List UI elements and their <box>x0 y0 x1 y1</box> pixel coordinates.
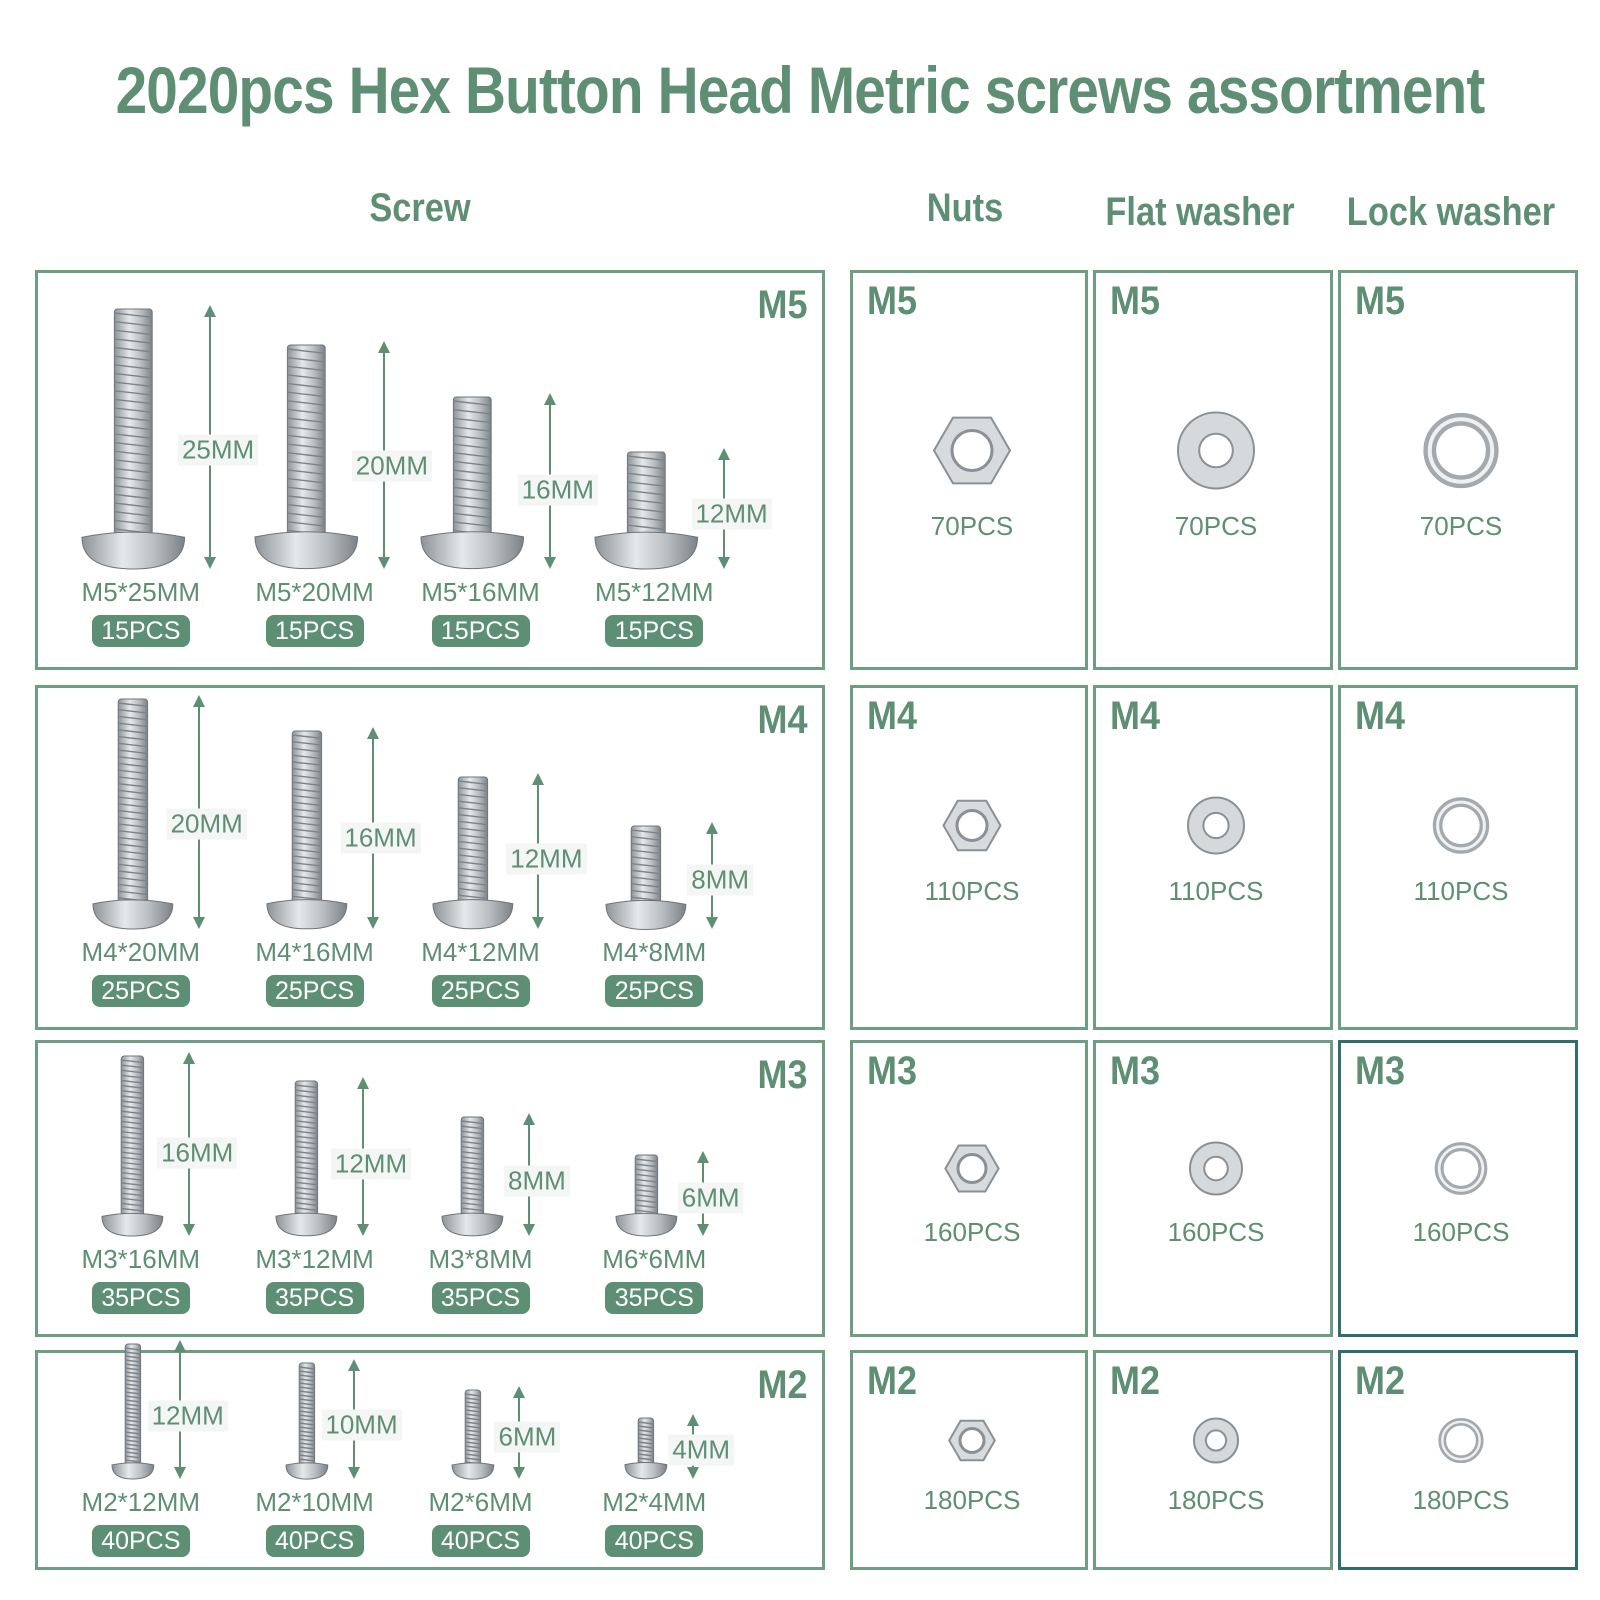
nut-quantity: 70PCS <box>930 511 1014 541</box>
length-label: 8MM <box>687 865 753 896</box>
quantity-badge: 40PCS <box>92 1525 190 1557</box>
screw-name: M3*16MM <box>81 1244 201 1274</box>
quantity-badge: 40PCS <box>605 1525 703 1557</box>
nut-icon <box>948 1417 996 1470</box>
screw-name: M6*6MM <box>602 1244 707 1274</box>
screw-name: M5*20MM <box>255 577 374 607</box>
quantity-badge: 35PCS <box>432 1282 530 1314</box>
nut-box-m2 <box>850 1350 1088 1570</box>
lock-washer-quantity: 160PCS <box>1412 1217 1510 1247</box>
lock-washer-size-label: M4 <box>1355 694 1406 738</box>
lock-washer-icon <box>1437 1417 1485 1470</box>
quantity-badge: 35PCS <box>605 1282 703 1314</box>
lock-washer-icon <box>1433 1141 1489 1202</box>
screw-image <box>91 697 175 936</box>
flat-washer-box-m3 <box>1093 1040 1333 1337</box>
screw-image <box>100 1054 165 1243</box>
screw-size-label: M4 <box>757 698 808 742</box>
quantity-badge: 35PCS <box>266 1282 364 1314</box>
lock-washer-size-label: M5 <box>1355 279 1406 323</box>
flat-washer-box-m5 <box>1093 270 1333 670</box>
screw-name: M2*12MM <box>81 1487 201 1517</box>
screw-image <box>440 1115 505 1243</box>
screw-name: M4*16MM <box>255 937 374 967</box>
lock-washer-size-label: M3 <box>1355 1049 1406 1093</box>
quantity-badge: 25PCS <box>92 975 190 1007</box>
quantity-badge: 15PCS <box>432 615 530 647</box>
nut-quantity: 160PCS <box>923 1217 1021 1247</box>
quantity-badge: 15PCS <box>92 615 190 647</box>
lock-washer-icon <box>1421 411 1501 496</box>
quantity-badge: 35PCS <box>92 1282 190 1314</box>
screw-box-m2 <box>35 1350 825 1570</box>
screw-image <box>265 729 349 936</box>
flat-washer-size-label: M4 <box>1110 694 1161 738</box>
nut-icon <box>932 411 1012 496</box>
flat-washer-quantity: 160PCS <box>1167 1217 1265 1247</box>
nut-size-label: M5 <box>867 279 918 323</box>
screw-name: M4*12MM <box>421 937 540 967</box>
nut-quantity: 110PCS <box>924 876 1020 906</box>
screw-name: M5*16MM <box>421 577 540 607</box>
screw-size-label: M2 <box>757 1363 808 1407</box>
length-label: 20MM <box>352 451 432 482</box>
length-label: 10MM <box>321 1409 401 1440</box>
screw-size-label: M5 <box>757 283 808 327</box>
screw-name: M5*25MM <box>81 577 201 607</box>
nut-box-m5 <box>850 270 1088 670</box>
lock-washer-quantity: 180PCS <box>1412 1485 1510 1515</box>
nut-size-label: M4 <box>867 694 918 738</box>
lock-washer-quantity: 110PCS <box>1413 876 1509 906</box>
flat-washer-quantity: 180PCS <box>1167 1485 1265 1515</box>
lock-washer-box-m5 <box>1338 270 1578 670</box>
screw-name: M2*4MM <box>602 1487 707 1517</box>
quantity-badge: 25PCS <box>266 975 364 1007</box>
length-label: 16MM <box>340 822 420 853</box>
nut-box-m3 <box>850 1040 1088 1337</box>
length-label: 20MM <box>167 808 247 839</box>
screw-image <box>623 1416 669 1486</box>
screw-image <box>419 395 526 576</box>
flat-washer-icon <box>1192 1417 1240 1470</box>
screw-image <box>604 824 688 937</box>
screw-image <box>80 307 187 576</box>
quantity-badge: 25PCS <box>432 975 530 1007</box>
length-label: 12MM <box>691 499 771 530</box>
lock-washer-quantity: 70PCS <box>1419 511 1503 541</box>
screw-image <box>450 1388 496 1486</box>
length-label: 12MM <box>506 843 586 874</box>
quantity-badge: 40PCS <box>266 1525 364 1557</box>
nut-size-label: M2 <box>867 1359 918 1403</box>
screw-name: M2*6MM <box>428 1487 533 1517</box>
nut-size-label: M3 <box>867 1049 918 1093</box>
nut-box-m4 <box>850 685 1088 1030</box>
nut-icon <box>942 796 1002 861</box>
flat-washer-quantity: 70PCS <box>1174 511 1258 541</box>
header-screw: Screw <box>369 186 471 230</box>
lock-washer-box-m3 <box>1338 1040 1578 1337</box>
screw-name: M2*10MM <box>255 1487 374 1517</box>
screw-name: M4*20MM <box>81 937 201 967</box>
screw-box-m5 <box>35 270 825 670</box>
length-label: 25MM <box>178 435 258 466</box>
screw-box-m3 <box>35 1040 825 1337</box>
screw-image <box>253 343 360 576</box>
quantity-badge: 15PCS <box>605 615 703 647</box>
flat-washer-icon <box>1186 796 1246 861</box>
flat-washer-box-m4 <box>1093 685 1333 1030</box>
quantity-badge: 25PCS <box>605 975 703 1007</box>
flat-washer-icon <box>1176 411 1256 496</box>
header-nuts: Nuts <box>926 186 1004 230</box>
length-label: 16MM <box>518 474 598 505</box>
lock-washer-icon <box>1431 796 1491 861</box>
lock-washer-size-label: M2 <box>1355 1359 1406 1403</box>
flat-washer-box-m2 <box>1093 1350 1333 1570</box>
length-label: 6MM <box>495 1421 561 1452</box>
quantity-badge: 40PCS <box>432 1525 530 1557</box>
screw-box-m4 <box>35 685 825 1030</box>
nut-icon <box>944 1141 1000 1202</box>
screw-name: M3*12MM <box>255 1244 374 1274</box>
screw-size-label: M3 <box>757 1053 808 1097</box>
flat-washer-size-label: M2 <box>1110 1359 1161 1403</box>
screw-image <box>614 1153 679 1243</box>
screw-image <box>593 450 700 576</box>
header-lock-washer: Lock washer <box>1346 190 1556 234</box>
length-label: 4MM <box>668 1434 734 1465</box>
flat-washer-icon <box>1188 1141 1244 1202</box>
screw-image <box>431 775 515 936</box>
page-title: 2020pcs Hex Button Head Metric screws assortment <box>115 53 1485 127</box>
length-label: 12MM <box>331 1149 411 1180</box>
nut-quantity: 180PCS <box>923 1485 1021 1515</box>
length-label: 16MM <box>157 1138 237 1169</box>
flat-washer-size-label: M3 <box>1110 1049 1161 1093</box>
screw-name: M3*8MM <box>428 1244 533 1274</box>
flat-washer-size-label: M5 <box>1110 279 1161 323</box>
flat-washer-quantity: 110PCS <box>1168 876 1264 906</box>
screw-image <box>274 1079 339 1243</box>
lock-washer-box-m2 <box>1338 1350 1578 1570</box>
length-label: 12MM <box>148 1401 228 1432</box>
header-flat-washer: Flat washer <box>1105 190 1295 234</box>
screw-name: M4*8MM <box>602 937 707 967</box>
length-label: 6MM <box>678 1182 744 1213</box>
lock-washer-box-m4 <box>1338 685 1578 1030</box>
length-label: 8MM <box>504 1165 570 1196</box>
quantity-badge: 15PCS <box>266 615 364 647</box>
screw-name: M5*12MM <box>595 577 714 607</box>
